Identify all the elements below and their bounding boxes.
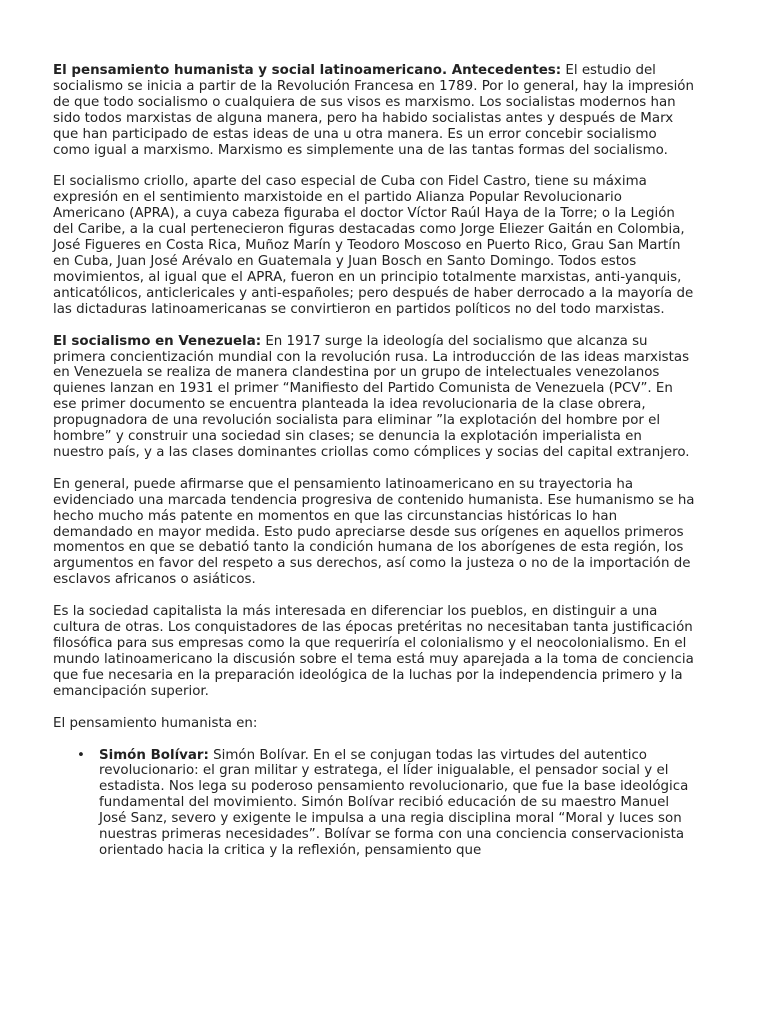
paragraph-text: El estudio del socialismo se inicia a partir de la Revolución Francesa en 1789. Por lo general, hay la impresión de que todo socialismo o cualquiera de sus visos es marxismo. Los socialistas modernos han sido todos marxistas de alguna manera, pero ha habido socialistas antes y después de Marx que han participado de estas ideas de una u otra manera. Es un error concebir socialismo como igual a marxismo. Marxismo es simplemente una de las tantas formas del socialismo.	[53, 63, 694, 158]
paragraph-text: El socialismo criollo, aparte del caso especial de Cuba con Fidel Castro, tiene su máxima expresión en el sentimiento marxistoide en el partido Alianza Popular Revolucionario Americano (APRA), a cuya cabeza figuraba el doctor Víctor Raúl Haya de la Torre; o la Legión del Caribe, a la cual pertenecieron figuras destacadas como Jorge Eliezer Gaitán en Colombia, José Figueres en Costa Rica, Muñoz Marín y Teodoro Moscoso en Puerto Rico, Grau San Martín en Cuba, Juan José Arévalo en Guatemala y Juan Bosch en Santo Domingo. Todos estos movimientos, al igual que el APRA, fueron en un principio totalmente marxistas, anti-yanquis, anticatólicos, anticlericales y anti-españoles; pero después de haber derrocado a la mayoría de las dictaduras latinoamericanas se convirtieron en partidos políticos no del todo marxistas.	[53, 174, 694, 317]
list-item-heading: Simón Bolívar:	[99, 747, 209, 763]
paragraph-text: En general, puede afirmarse que el pensamiento latinoamericano en su trayectoria ha evidenciado una marcada tendencia progresiva de contenido humanista. Ese humanismo se ha hecho mucho más patente en momentos en que las circunstancias históricas lo han demandado en mayor medida. Esto pudo apreciarse desde sus orígenes en aquellos primeros momentos en que se debatió tanto la condición humana de los aborígenes de esta región, los argumentos en favor del respeto a sus derechos, así como la justeza o no de la importación de esclavos africanos o asiáticos.	[53, 476, 695, 588]
section-heading-venezuela: El socialismo en Venezuela:	[53, 333, 262, 349]
paragraph-socialismo-venezuela	[53, 334, 696, 461]
paragraph-humanismo	[53, 477, 696, 588]
paragraph-text: En 1917 surge la ideología del socialismo que alcanza su primera concientización mundial con la revolución rusa. La introducción de las ideas marxistas en Venezuela se realiza de manera clandestina por un grupo de intelectuales venezolanos quienes lanzan en 1931 el primer “Manifiesto del Partido Comunista de Venezuela (PCV”. En ese primer documento se encuentra planteada la idea revolucionaria de la clase obrera, propugnadora de una revolución socialista para eliminar ”la explotación del hombre por el hombre” y construir una sociedad sin clases; se denuncia la explotación imperialista en nuestro país, y a las clases dominantes criollas como cómplices y socias del capital extranjero.	[53, 333, 690, 460]
bullet-icon: •	[77, 747, 85, 763]
paragraph-text: Es la sociedad capitalista la más interesada en diferenciar los pueblos, en distinguir a una cultura de otras. Los conquistadores de las épocas pretéritas no necesitaban tanta justificación filosófica para sus empresas como la que requeriría el colonialismo y el neocolonialismo. En el mundo latinoamericano la discusión sobre el tema está muy aparejada a la toma de conciencia que fue necesaria en la preparación ideológica de la luchas por la independencia primero y la emancipación superior.	[53, 604, 694, 699]
document-page	[53, 63, 696, 859]
paragraph-antecedentes	[53, 63, 696, 158]
paragraph-pensamiento-humanista-en	[53, 716, 696, 732]
bullet-list	[53, 748, 696, 859]
paragraph-text: El pensamiento humanista en:	[53, 715, 258, 731]
list-item-simon-bolivar	[77, 747, 696, 859]
section-heading-antecedentes: El pensamiento humanista y social latinoamericano. Antecedentes:	[53, 63, 562, 78]
list-item-text: Simón Bolívar. En el se conjugan todas las virtudes del autentico revolucionario: el gran militar y estratega, el líder inigualable, el pensador social y el estadista. Nos lega su poderoso pensamiento revolucionario, que fue la base ideológica fundamental del movimiento. Simón Bolívar recibió educación de su maestro Manuel José Sanz, severo y exigente le impulsa a una regia disciplina moral “Moral y luces son nuestras primeras necesidades”. Bolívar se forma con una conciencia conservacionista orientado hacia la critica y la reflexión, pensamiento que	[99, 747, 689, 858]
paragraph-sociedad-capitalista	[53, 604, 696, 699]
paragraph-socialismo-criollo	[53, 174, 696, 317]
